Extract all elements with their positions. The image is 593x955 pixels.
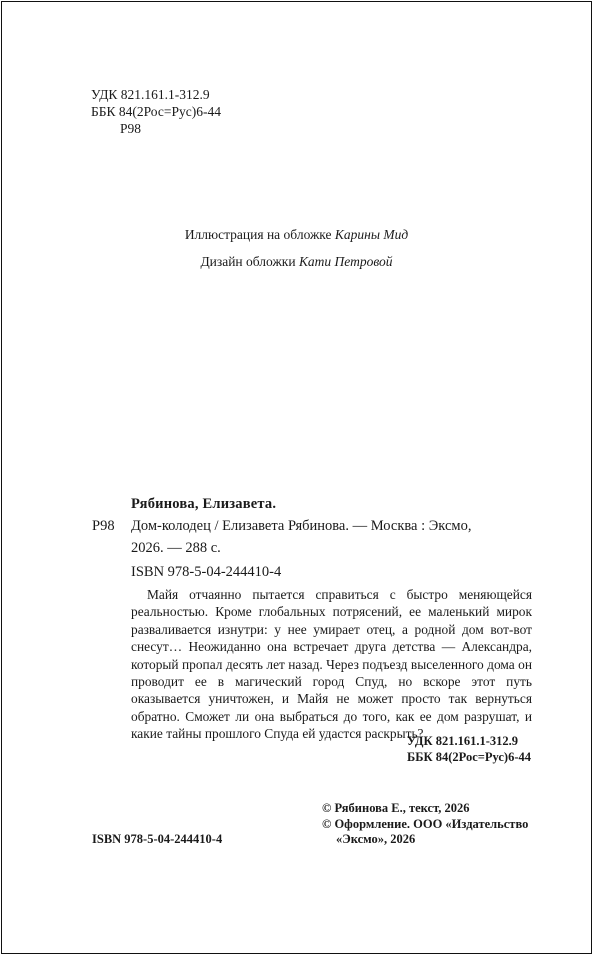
bbk-code: ББК 84(2Рос=Рус)6-44	[91, 104, 221, 119]
copyright-design: © Оформление. ООО «Издательство	[322, 816, 529, 831]
illustration-credit	[2, 226, 591, 243]
illustrator-name: Карины Мид	[334, 227, 409, 242]
catalog-codes	[91, 86, 221, 137]
copyright-block	[322, 801, 528, 848]
bib-author-mark: Р98	[92, 518, 115, 534]
bib-author: Рябинова, Елизавета.	[131, 496, 277, 512]
design-credit	[2, 253, 591, 270]
annotation-udk: УДК 821.161.1-312.9	[407, 734, 518, 748]
design-prefix: Дизайн обложки	[200, 254, 296, 269]
copyright-page	[1, 1, 592, 954]
annotation-codes	[407, 733, 531, 765]
annotation-text: Майя отчаянно пытается справиться с быстро меняющейся реальностью. Кроме глобальных потрясений, ее маленький мирок разваливается изнутри: у нее умирает отец, а родной дом вот-вот снесут… Неожиданно она встречает друга детства — Александра, который пропал десять лет назад. Через подъезд выселенного дома он проводит ее в магический город Спуд, но вскоре этот путь оказывается уничтожен, и Майя не может просто так вернуться обратно. Сможет ли она выбраться до того, как ее дом разрушат, и какие тайны прошлого Спуда ей удастся раскрыть?	[131, 587, 532, 742]
isbn-bottom: ISBN 978-5-04-244410-4	[92, 832, 223, 846]
annotation	[131, 586, 532, 743]
udk-code: УДК 821.161.1-312.9	[91, 87, 210, 102]
annotation-bbk: ББК 84(2Рос=Рус)6-44	[407, 750, 531, 764]
illustration-prefix: Иллюстрация на обложке	[184, 227, 332, 242]
designer-name: Кати Петровой	[298, 254, 393, 269]
bib-title-line2: 2026. — 288 с.	[131, 540, 221, 556]
copyright-publisher: «Эксмо», 2026	[336, 832, 416, 846]
bib-title-line1: Дом-колодец / Елизавета Рябинова. — Москва : Эксмо,	[131, 518, 472, 534]
bib-isbn: ISBN 978-5-04-244410-4	[131, 564, 282, 580]
author-mark: Р98	[120, 121, 142, 136]
copyright-text: © Рябинова Е., текст, 2026	[322, 801, 470, 815]
